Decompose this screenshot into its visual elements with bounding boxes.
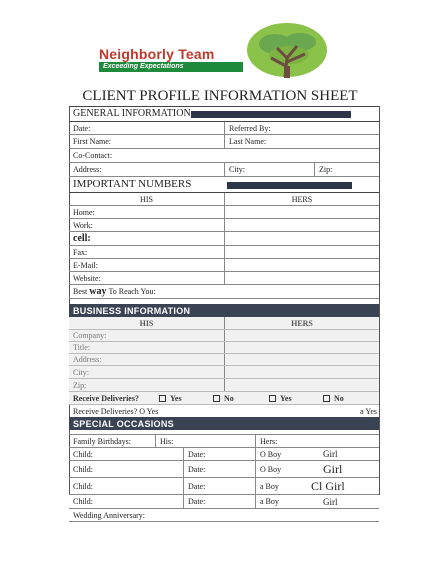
child-row	[69, 495, 379, 509]
hers-column-label: HERS	[224, 193, 379, 205]
business-city-hers-field[interactable]	[224, 366, 379, 378]
business-address-field[interactable]: Address:	[73, 355, 102, 364]
child-date-field[interactable]: Date:	[183, 448, 255, 460]
checkbox-icon	[159, 395, 166, 402]
child-field[interactable]: Child:	[73, 497, 94, 506]
receive-deliveries-text: Receive Deliveries? O Yes	[73, 406, 159, 416]
hers-yes-label: Yes	[280, 393, 292, 403]
job-title-field[interactable]: Title:	[73, 343, 91, 352]
important-numbers-header	[69, 177, 379, 193]
child-field[interactable]: Child:	[73, 464, 94, 474]
child-field[interactable]: Child:	[73, 481, 94, 491]
website-row	[69, 272, 379, 285]
city-field[interactable]: City:	[224, 163, 314, 176]
business-zip-row	[69, 379, 379, 392]
home-row	[69, 206, 379, 219]
cell-phone-hers-field[interactable]	[224, 232, 379, 245]
his-no-label: No	[224, 393, 234, 403]
business-city-row	[69, 366, 379, 379]
date-referred-row	[69, 122, 379, 135]
email-hers-field[interactable]	[224, 259, 379, 271]
boy-option[interactable]: O Boy	[255, 461, 305, 477]
company-hers-field[interactable]	[224, 330, 379, 341]
general-information-label: GENERAL INFORMATION	[73, 108, 191, 119]
redaction-bar	[227, 182, 352, 189]
address-field[interactable]: Address:	[73, 165, 102, 174]
last-name-field[interactable]: Last Name:	[224, 135, 379, 148]
child-field[interactable]: Child:	[73, 449, 94, 459]
girl-option[interactable]: Girl	[323, 496, 338, 507]
deliveries-row	[69, 392, 379, 405]
company-row	[69, 330, 379, 342]
best-way-post: To Reach You:	[108, 287, 156, 296]
referred-by-field[interactable]: Referred By:	[224, 122, 379, 134]
zip-field[interactable]: Zip:	[314, 163, 379, 176]
company-logo	[95, 22, 330, 84]
girl-option[interactable]: Girl	[323, 461, 343, 476]
email-field[interactable]: E-Mail:	[73, 260, 98, 270]
wedding-anniversary-field[interactable]: Wedding Anniversary:	[73, 510, 146, 520]
child-row	[69, 448, 379, 461]
co-contact-row	[69, 149, 379, 163]
address-row	[69, 163, 379, 177]
children-rows	[69, 448, 379, 509]
fax-field[interactable]: Fax:	[73, 247, 88, 257]
girl-option[interactable]: Cl Girl	[311, 478, 345, 493]
fax-row	[69, 246, 379, 259]
business-information-header	[69, 304, 379, 317]
family-birthdays-label: Family Birthdays:	[73, 436, 131, 446]
checkbox-icon	[323, 395, 330, 402]
girl-option[interactable]: Girl	[323, 449, 338, 459]
child-date-field[interactable]: Date:	[183, 461, 255, 477]
business-zip-field[interactable]: Zip:	[73, 380, 87, 390]
family-birthdays-row	[69, 434, 379, 448]
logo-slogan: Exceeding Expectations	[99, 62, 243, 72]
best-way-field[interactable]	[69, 285, 379, 298]
business-his-label: HIS	[139, 318, 154, 328]
business-address-row	[69, 354, 379, 366]
website-field[interactable]: Website:	[73, 273, 101, 283]
numbers-columns-row	[69, 193, 379, 206]
his-birthday-field[interactable]: His:	[155, 435, 255, 447]
first-name-field[interactable]: First Name:	[73, 137, 111, 146]
name-row	[69, 135, 379, 149]
business-address-hers-field[interactable]	[224, 354, 379, 365]
boy-option[interactable]: O Boy	[255, 448, 305, 460]
special-occasions-header	[69, 417, 379, 430]
child-date-field[interactable]: Date:	[183, 478, 255, 494]
boy-option[interactable]: a Boy	[255, 495, 305, 508]
his-yes-checkbox[interactable]	[155, 392, 195, 404]
cell-row	[69, 232, 379, 246]
page-title: CLIENT PROFILE INFORMATION SHEET	[82, 88, 358, 104]
receive-deliveries-line	[69, 405, 379, 417]
best-way-row	[69, 285, 379, 299]
tree-icon	[245, 22, 330, 80]
fax-hers-field[interactable]	[224, 246, 379, 258]
receive-deliveries-right: a Yes	[360, 406, 377, 416]
important-numbers-label: IMPORTANT NUMBERS	[73, 178, 192, 190]
email-row	[69, 259, 379, 272]
business-city-field[interactable]: City:	[73, 367, 90, 377]
child-row	[69, 461, 379, 478]
best-way-pre: Best	[73, 287, 88, 296]
home-phone-hers-field[interactable]	[224, 206, 379, 218]
company-field[interactable]: Company:	[73, 331, 107, 340]
co-contact-field[interactable]: Co-Contact:	[73, 151, 113, 160]
his-no-checkbox[interactable]	[209, 392, 249, 404]
receive-deliveries-label: Receive Deliveries?	[73, 393, 139, 403]
redaction-bar	[191, 111, 351, 118]
hers-yes-checkbox[interactable]	[265, 392, 305, 404]
work-row	[69, 219, 379, 232]
work-phone-field[interactable]: Work:	[73, 220, 93, 230]
his-yes-label: Yes	[170, 393, 182, 403]
website-hers-field[interactable]	[224, 272, 379, 284]
logo-name: Neighborly Team	[99, 46, 215, 62]
date-field[interactable]: Date:	[73, 123, 91, 133]
special-occasions-label: SPECIAL OCCASIONS	[73, 419, 174, 429]
business-hers-label: HERS	[224, 317, 379, 329]
work-phone-hers-field[interactable]	[224, 219, 379, 231]
business-columns-row	[69, 317, 379, 330]
business-information-label: BUSINESS INFORMATION	[73, 306, 191, 316]
general-information-header	[69, 106, 379, 122]
checkbox-icon	[213, 395, 220, 402]
business-section	[69, 317, 379, 405]
hers-no-label: No	[334, 393, 344, 403]
best-way-emphasis: way	[89, 286, 107, 297]
job-title-hers-field[interactable]	[224, 342, 379, 353]
anniversary-row	[69, 509, 379, 522]
business-zip-hers-field[interactable]	[224, 379, 379, 391]
child-row	[69, 478, 379, 495]
home-phone-field[interactable]: Home:	[73, 207, 95, 217]
client-profile-form	[69, 106, 379, 522]
hers-no-checkbox[interactable]	[319, 392, 359, 404]
checkbox-icon	[269, 395, 276, 402]
job-title-row	[69, 342, 379, 354]
child-date-field[interactable]: Date:	[183, 495, 255, 508]
cell-phone-field[interactable]: cell:	[73, 233, 91, 244]
boy-option[interactable]: a Boy	[255, 478, 305, 494]
hers-birthday-field[interactable]: Hers:	[255, 435, 379, 447]
his-column-label: HIS	[140, 194, 153, 204]
